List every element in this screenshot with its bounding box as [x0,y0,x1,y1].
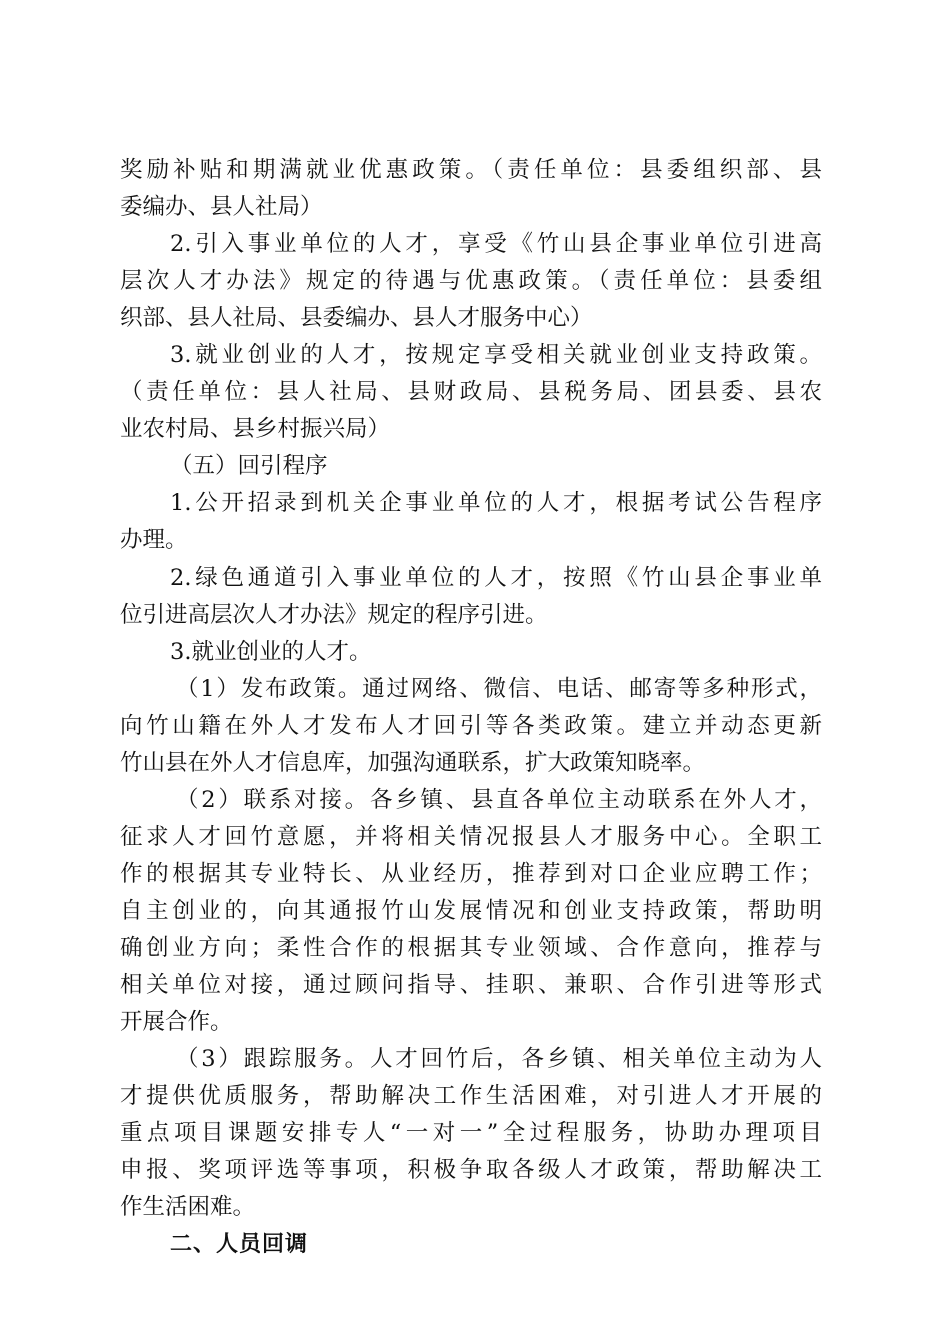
paragraph-line: 位引进高层次人才办法》规定的程序引进。 [120,601,548,628]
paragraph-line: 1.公开招录到机关企事业单位的人才，根据考试公告程序 [170,490,822,517]
section-subheading: （五）回引程序 [170,453,328,480]
paragraph-line: 3.就业创业的人才，按规定享受相关就业创业支持政策。 [170,342,822,369]
paragraph-line: （2）联系对接。各乡镇、县直各单位主动联系在外人才， [176,786,822,813]
paragraph-line: 重点项目课题安排专人“一对一”全过程服务，协助办理项目 [120,1120,822,1147]
paragraph-line: 层次人才办法》规定的待遇与优惠政策。（责任单位：县委组 [120,268,822,295]
paragraph-line: 申报、奖项评选等事项，积极争取各级人才政策，帮助解决工 [120,1157,822,1184]
paragraph-line: 2.绿色通道引入事业单位的人才，按照《竹山县企事业单 [170,564,822,591]
paragraph-line: 作生活困难。 [120,1194,256,1221]
paragraph-line: 3.就业创业的人才。 [170,638,372,665]
paragraph-line: （1）发布政策。通过网络、微信、电话、邮寄等多种形式， [176,675,822,702]
paragraph-line: 业农村局、县乡村振兴局） [120,416,391,443]
paragraph-line: 自主创业的，向其通报竹山发展情况和创业支持政策，帮助明 [120,897,822,924]
paragraph-line: 作的根据其专业特长、从业经历，推荐到对口企业应聘工作； [120,860,822,887]
paragraph-line: 2.引入事业单位的人才，享受《竹山县企事业单位引进高 [170,231,822,258]
document-body [120,152,830,1263]
paragraph-line: 织部、县人社局、县委编办、县人才服务中心） [120,305,593,332]
paragraph-line: 委编办、县人社局） [120,194,323,221]
section-heading: 二、人员回调 [170,1232,309,1258]
paragraph-line: 确创业方向；柔性合作的根据其专业领域、合作意向，推荐与 [120,934,822,961]
paragraph-line: 开展合作。 [120,1009,233,1036]
paragraph-line: （3）跟踪服务。人才回竹后，各乡镇、相关单位主动为人 [176,1046,822,1073]
paragraph-line: 竹山县在外人才信息库，加强沟通联系，扩大政策知晓率。 [120,749,706,776]
paragraph-line: 征求人才回竹意愿，并将相关情况报县人才服务中心。全职工 [120,823,822,850]
paragraph-line: 奖励补贴和期满就业优惠政策。（责任单位：县委组织部、县 [120,157,822,183]
paragraph-line: 办理。 [120,527,188,554]
paragraph-line: （责任单位：县人社局、县财政局、县税务局、团县委、县农 [120,379,822,406]
paragraph-line: 才提供优质服务，帮助解决工作生活困难，对引进人才开展的 [120,1083,822,1110]
paragraph-line: 相关单位对接，通过顾问指导、挂职、兼职、合作引进等形式 [120,972,822,999]
paragraph-line: 向竹山籍在外人才发布人才回引等各类政策。建立并动态更新 [120,712,822,739]
